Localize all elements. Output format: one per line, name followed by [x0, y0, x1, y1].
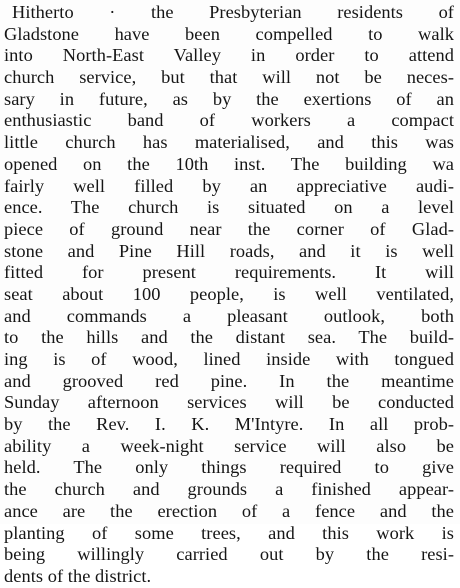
article-line: being willingly carried out by the resi- [4, 544, 454, 565]
article-line: to the hills and the distant sea. The build- [4, 327, 454, 348]
article-line: ence. The church is situated on a level [4, 197, 454, 218]
article-line: ance are the erection of a fence and the [4, 500, 454, 521]
article-line: dents of the district. [4, 565, 152, 586]
article-line: piece of ground near the corner of Glad- [4, 218, 454, 239]
article-line: church service, but that will not be neces- [4, 67, 454, 88]
article-line: ability a week-night service will also be [4, 435, 454, 456]
article-body [4, 2, 454, 588]
article-line: the church and grounds a finished appear- [4, 479, 454, 500]
article-line: ing is of wood, lined inside with tongued [4, 349, 454, 369]
article-line: fitted for present requirements. It will [4, 262, 454, 283]
article-line: fairly well filled by an appreciative audi- [4, 175, 454, 196]
article-line: enthusiastic band of workers a compact [4, 110, 454, 131]
article-line: planting of some trees, and this work is [4, 522, 454, 543]
article-line: Hitherto · the Presbyterian residents of [12, 2, 454, 22]
article-line: sary in future, as by the exertions of an [4, 88, 454, 109]
article-line: opened on the 10th inst. The building wa [4, 153, 454, 174]
article-line: little church has materialised, and this was [4, 132, 454, 153]
article-line: and grooved red pine. In the meantime [4, 370, 454, 391]
article-line: into North-East Valley in order to attend [4, 45, 454, 66]
article-line: by the Rev. I. K. M'Intyre. In all prob- [4, 414, 454, 435]
article-line: Gladstone have been compelled to walk [4, 23, 454, 44]
article-line: and commands a pleasant outlook, both [4, 305, 454, 326]
article-line: held. The only things required to give [4, 457, 454, 478]
article-line: stone and Pine Hill roads, and it is well [4, 240, 454, 261]
article-line: seat about 100 people, is well ventilated, [4, 283, 454, 304]
article-line: Sunday afternoon services will be conducted [4, 392, 454, 413]
